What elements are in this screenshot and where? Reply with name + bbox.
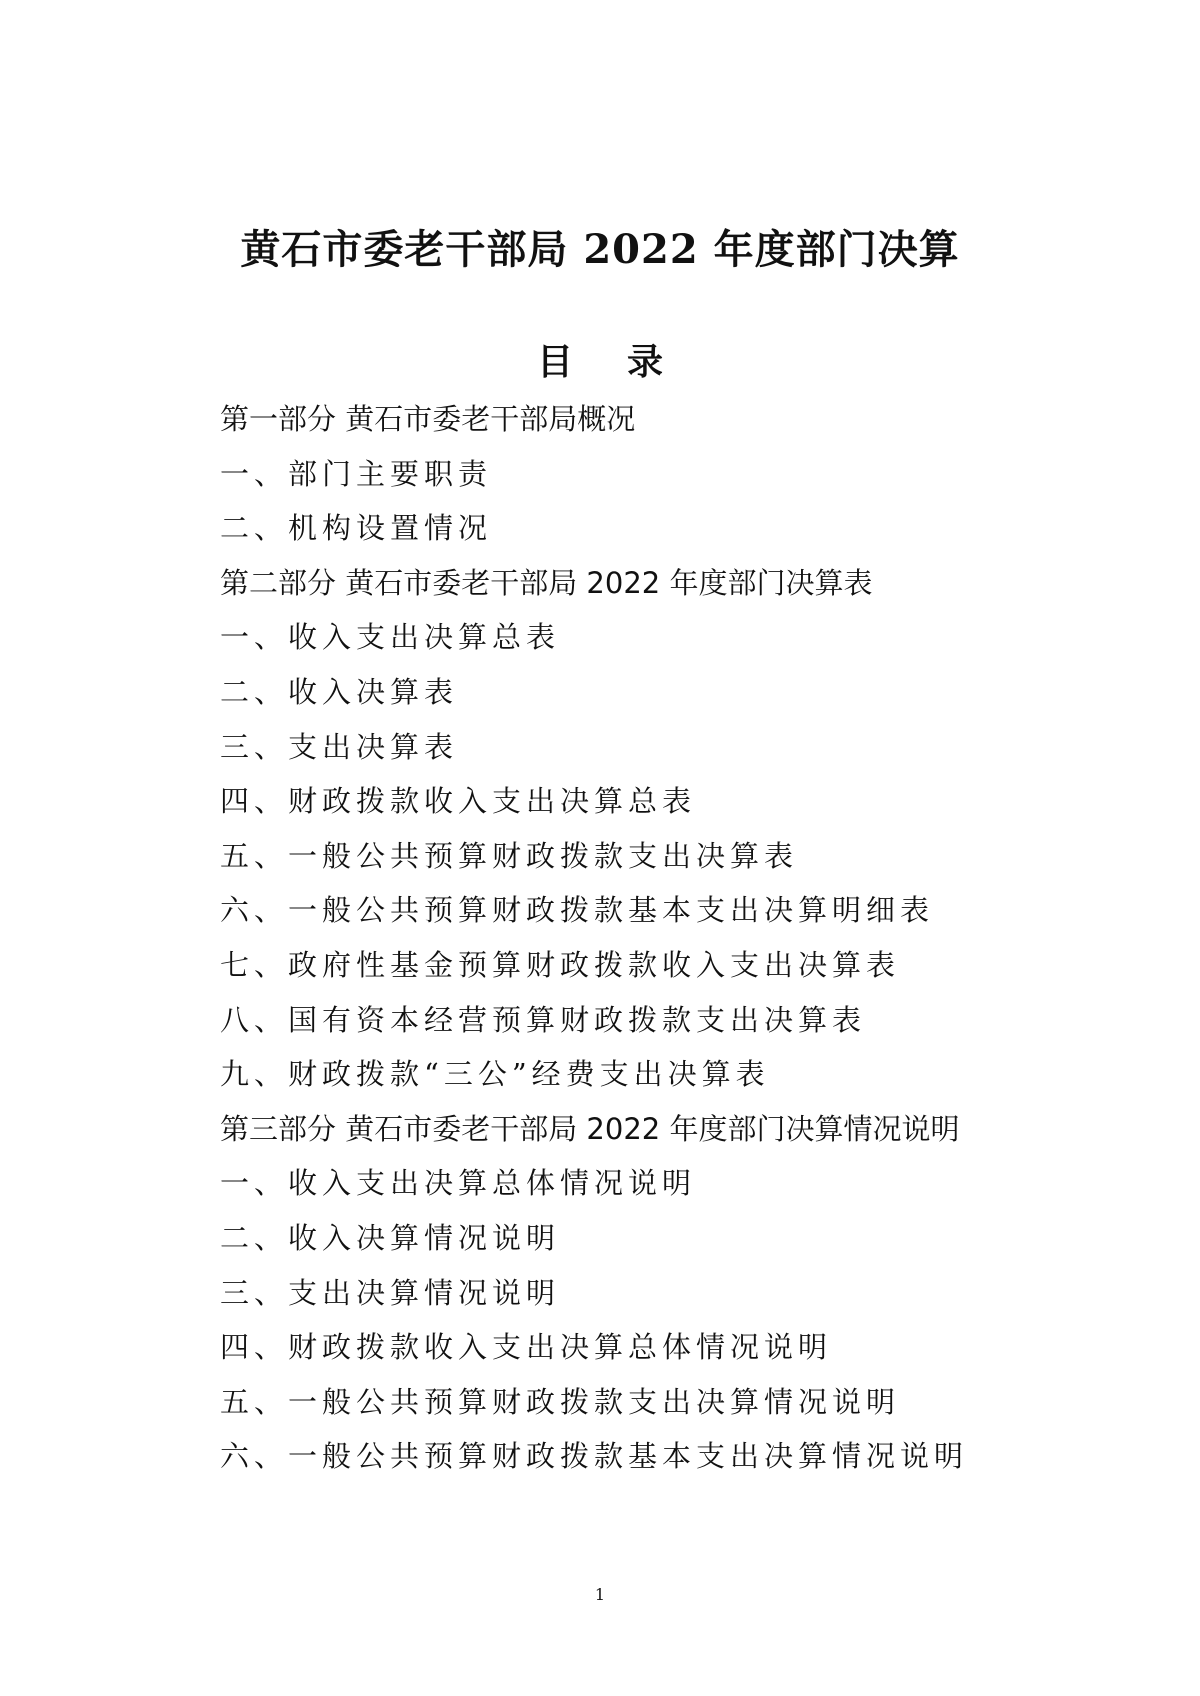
table-of-contents [220,392,1100,1484]
page-number: 1 [594,1585,606,1604]
toc-item[interactable]: 六、一般公共预算财政拨款基本支出决算情况说明 [220,1439,969,1474]
toc-item[interactable]: 三、支出决算表 [220,729,459,764]
toc-item[interactable]: 七、政府性基金预算财政拨款收入支出决算表 [220,947,901,982]
toc-part-2[interactable]: 第二部分 黄石市委老干部局 2022 年度部门决算表 [220,565,873,600]
toc-item[interactable]: 二、收入决算表 [220,674,459,709]
toc-item[interactable]: 五、一般公共预算财政拨款支出决算表 [220,838,799,873]
toc-item[interactable]: 一、部门主要职责 [220,456,493,491]
toc-item[interactable]: 五、一般公共预算财政拨款支出决算情况说明 [220,1384,901,1419]
toc-item[interactable]: 一、收入支出决算总表 [220,620,561,655]
toc-item[interactable]: 二、机构设置情况 [220,511,493,546]
toc-item[interactable]: 六、一般公共预算财政拨款基本支出决算明细表 [220,893,935,928]
toc-heading: 目录 [536,341,717,383]
toc-item[interactable]: 三、支出决算情况说明 [220,1275,561,1310]
toc-item[interactable]: 二、收入决算情况说明 [220,1220,561,1255]
toc-item[interactable]: 四、财政拨款收入支出决算总表 [220,784,697,819]
toc-item[interactable]: 八、国有资本经营预算财政拨款支出决算表 [220,1002,867,1037]
document-title: 黄石市委老干部局 2022 年度部门决算 [240,226,960,273]
toc-item[interactable]: 四、财政拨款收入支出决算总体情况说明 [220,1330,833,1365]
toc-item[interactable]: 九、财政拨款“三公”经费支出决算表 [220,1057,770,1092]
toc-part-1[interactable]: 第一部分 黄石市委老干部局概况 [220,402,636,436]
toc-part-3[interactable]: 第三部分 黄石市委老干部局 2022 年度部门决算情况说明 [220,1111,960,1146]
toc-item[interactable]: 一、收入支出决算总体情况说明 [220,1166,697,1201]
